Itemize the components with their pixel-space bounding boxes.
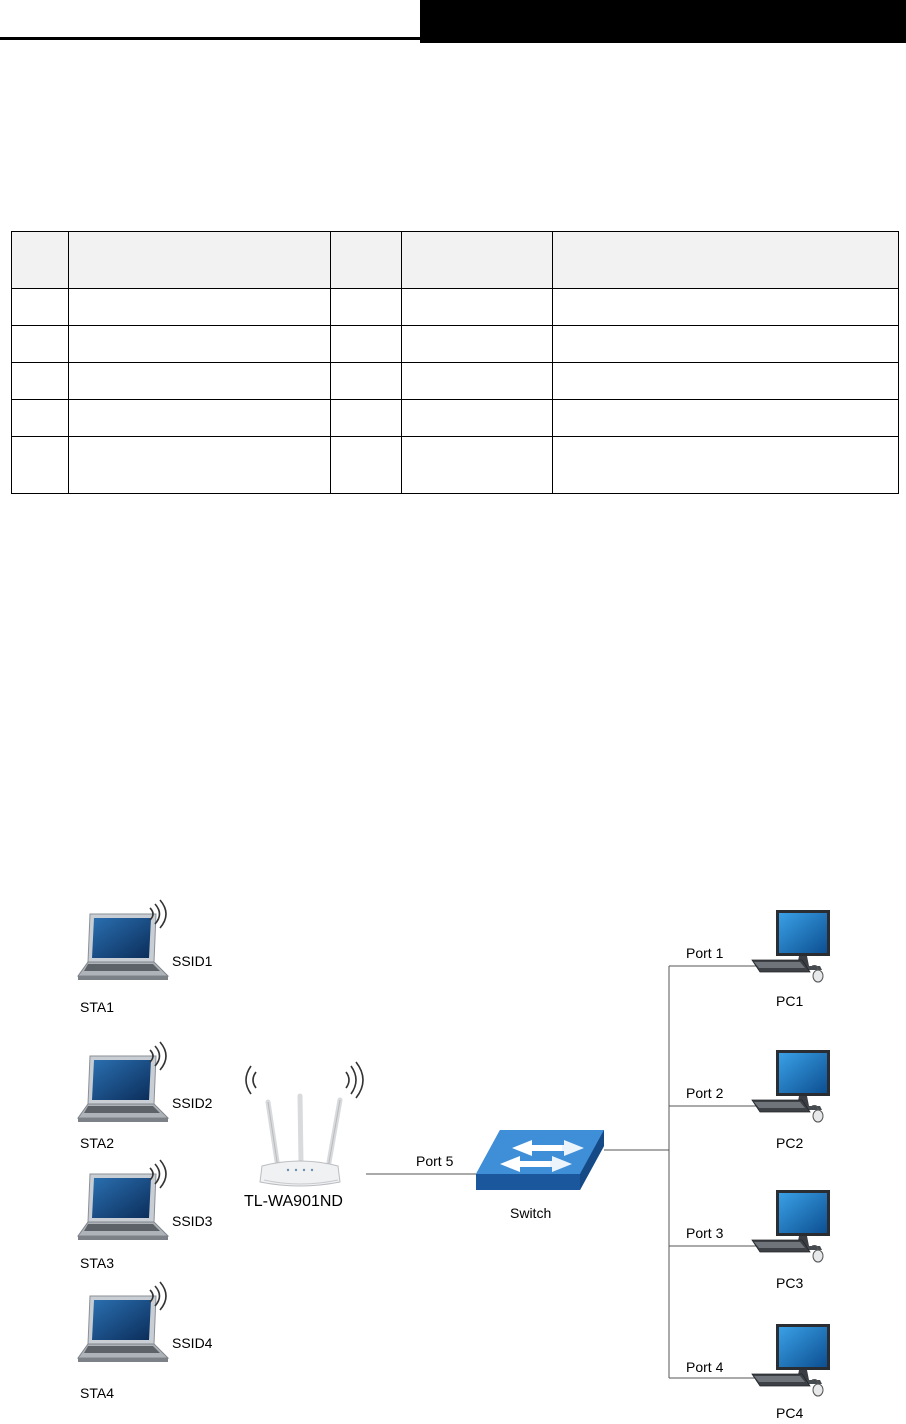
table-cell bbox=[402, 437, 553, 494]
table-row bbox=[12, 437, 899, 494]
switch-icon bbox=[476, 1130, 604, 1190]
table-cell bbox=[12, 232, 69, 289]
ssid-label: SSID4 bbox=[172, 1335, 213, 1351]
pc-label: PC3 bbox=[776, 1275, 804, 1291]
laptop-icon bbox=[78, 1174, 168, 1240]
table-cell bbox=[553, 326, 899, 363]
device-label: TL-WA901ND bbox=[244, 1193, 343, 1210]
table-cell bbox=[331, 437, 402, 494]
table-cell bbox=[12, 289, 69, 326]
wifi-icon bbox=[246, 1062, 363, 1098]
header-black-block bbox=[420, 0, 906, 43]
table-row bbox=[12, 363, 899, 400]
desktop-pc-icon bbox=[752, 1324, 830, 1396]
switch bbox=[476, 1130, 604, 1221]
table-cell bbox=[331, 289, 402, 326]
access-point bbox=[244, 1062, 363, 1210]
table-cell bbox=[331, 363, 402, 400]
table-cell bbox=[69, 289, 331, 326]
port-label: Port 3 bbox=[686, 1225, 724, 1241]
table-cell bbox=[69, 437, 331, 494]
table-cell bbox=[331, 400, 402, 437]
pc-2 bbox=[686, 1050, 830, 1151]
station-4 bbox=[78, 1282, 213, 1401]
pc-label: PC1 bbox=[776, 993, 804, 1009]
table-row bbox=[12, 326, 899, 363]
ssid-label: SSID1 bbox=[172, 953, 213, 969]
table-cell bbox=[402, 400, 553, 437]
table-cell bbox=[12, 326, 69, 363]
switch-label: Switch bbox=[510, 1205, 552, 1221]
table-header-row bbox=[12, 232, 899, 289]
port-label: Port 4 bbox=[686, 1359, 724, 1375]
table-cell bbox=[553, 363, 899, 400]
table-cell bbox=[553, 400, 899, 437]
table-cell bbox=[331, 232, 402, 289]
pc-1 bbox=[686, 910, 830, 1009]
station-3 bbox=[78, 1160, 213, 1271]
station-1 bbox=[78, 900, 213, 1015]
table-cell bbox=[69, 232, 331, 289]
table-cell bbox=[69, 363, 331, 400]
ssid-label: SSID3 bbox=[172, 1213, 213, 1229]
station-2 bbox=[78, 1042, 213, 1151]
station-label: STA4 bbox=[80, 1385, 114, 1401]
station-label: STA1 bbox=[80, 999, 114, 1015]
table-cell bbox=[331, 326, 402, 363]
ssid-label: SSID2 bbox=[172, 1095, 213, 1111]
pc-3 bbox=[686, 1190, 830, 1291]
table-cell bbox=[553, 232, 899, 289]
uplink-port-label: Port 5 bbox=[416, 1153, 454, 1169]
pc-label: PC4 bbox=[776, 1405, 804, 1421]
table-cell bbox=[553, 289, 899, 326]
laptop-icon bbox=[78, 1056, 168, 1122]
port-label: Port 1 bbox=[686, 945, 724, 961]
laptop-icon bbox=[78, 914, 168, 980]
table-cell bbox=[402, 363, 553, 400]
pc-label: PC2 bbox=[776, 1135, 804, 1151]
router-icon bbox=[260, 1096, 340, 1186]
network-diagram bbox=[0, 880, 906, 1424]
laptop-icon bbox=[78, 1296, 168, 1362]
table-cell bbox=[402, 326, 553, 363]
empty-table bbox=[11, 231, 899, 494]
table-cell bbox=[12, 400, 69, 437]
station-label: STA3 bbox=[80, 1255, 114, 1271]
desktop-pc-icon bbox=[752, 910, 830, 982]
table-cell bbox=[69, 400, 331, 437]
table-cell bbox=[553, 437, 899, 494]
table-row bbox=[12, 289, 899, 326]
station-label: STA2 bbox=[80, 1135, 114, 1151]
table-cell bbox=[402, 232, 553, 289]
pc-4 bbox=[686, 1324, 830, 1421]
port-label: Port 2 bbox=[686, 1085, 724, 1101]
header-rule bbox=[0, 0, 420, 40]
table-cell bbox=[12, 363, 69, 400]
table-cell bbox=[12, 437, 69, 494]
desktop-pc-icon bbox=[752, 1190, 830, 1262]
table-cell bbox=[402, 289, 553, 326]
desktop-pc-icon bbox=[752, 1050, 830, 1122]
table-cell bbox=[69, 326, 331, 363]
table-row bbox=[12, 400, 899, 437]
